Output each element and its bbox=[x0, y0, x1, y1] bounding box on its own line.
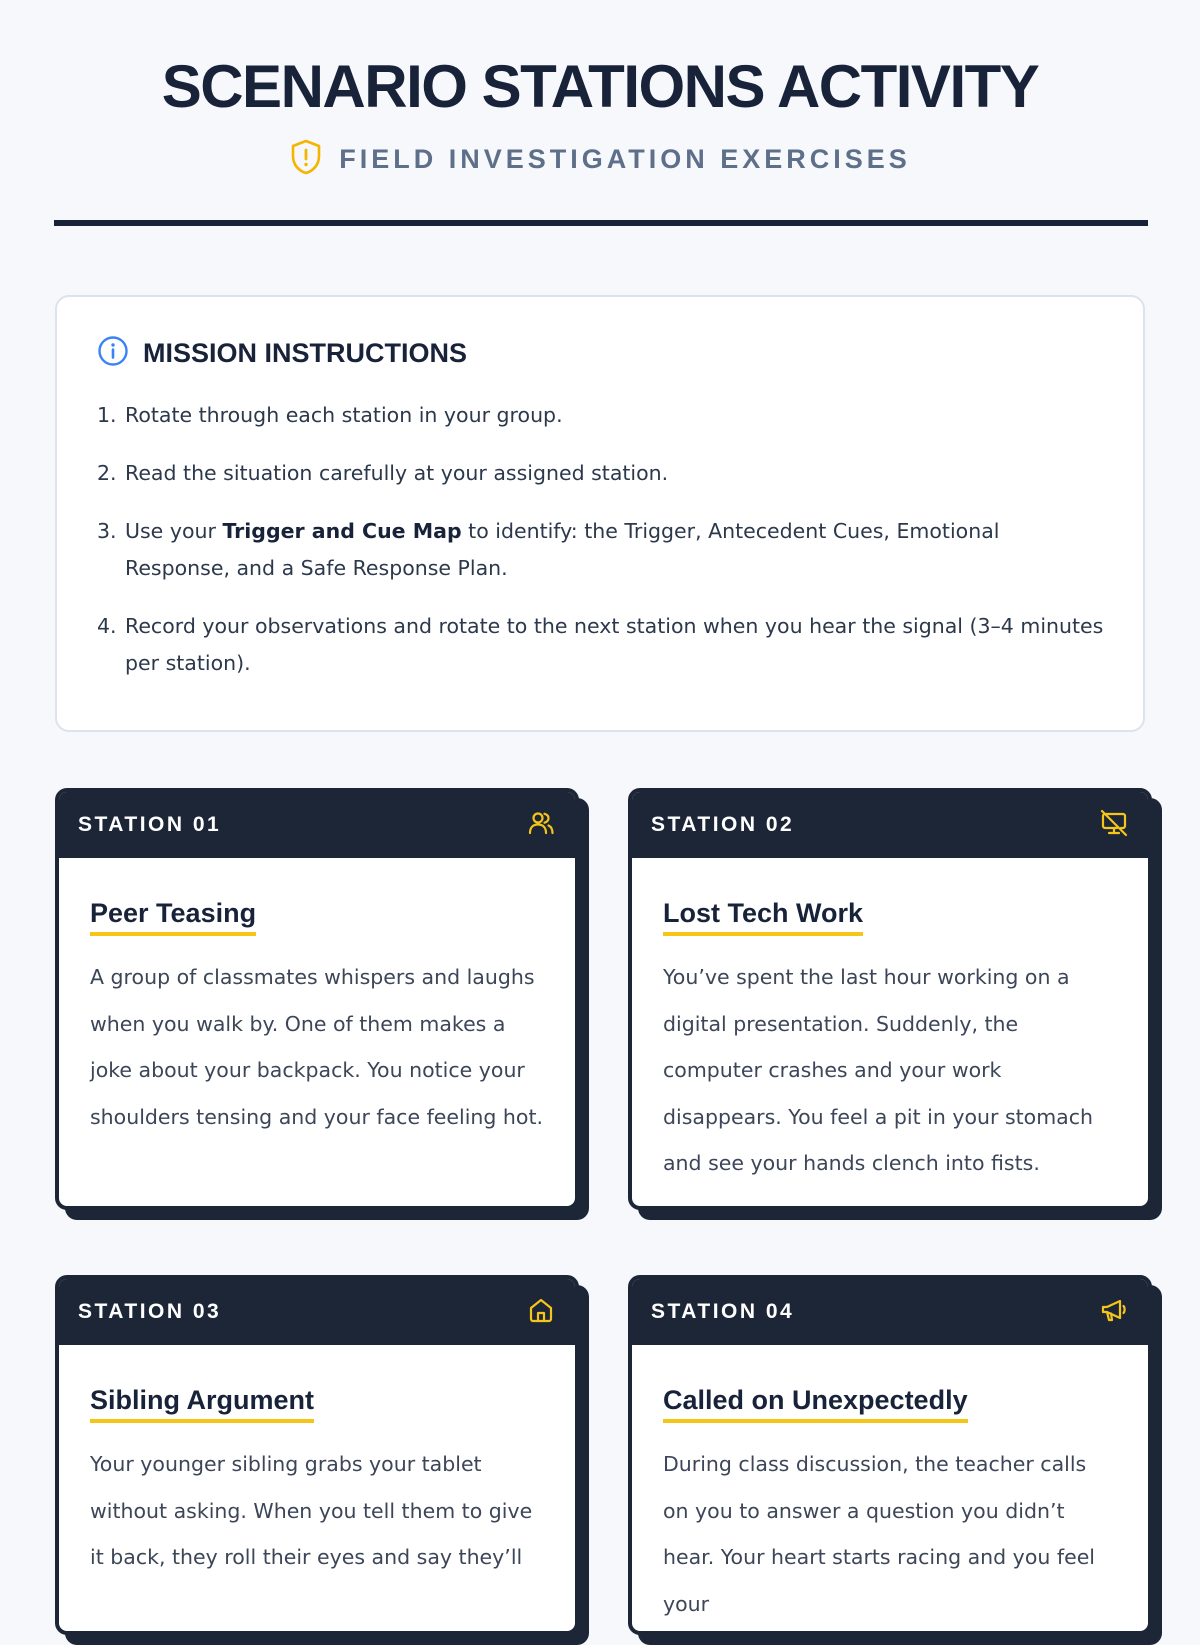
instruction-item bbox=[97, 513, 1107, 587]
instruction-number: 1. bbox=[97, 403, 117, 427]
station-label: STATION 04 bbox=[651, 1300, 795, 1323]
page-title: SCENARIO STATIONS ACTIVITY bbox=[161, 53, 1039, 120]
station-title: Called on Unexpectedly bbox=[663, 1383, 968, 1423]
shield-alert-icon bbox=[289, 138, 323, 180]
instruction-text: Rotate through each station in your group. bbox=[125, 403, 563, 427]
station-label: STATION 03 bbox=[78, 1300, 222, 1323]
header-divider bbox=[54, 220, 1148, 226]
station-card-body bbox=[628, 788, 1152, 1210]
instruction-item bbox=[97, 608, 1107, 682]
instruction-list bbox=[97, 397, 1107, 703]
instruction-number: 4. bbox=[97, 614, 117, 638]
station-content bbox=[632, 858, 1148, 1187]
station-label: STATION 01 bbox=[78, 813, 222, 836]
instruction-number: 3. bbox=[97, 519, 117, 543]
instruction-number: 2. bbox=[97, 461, 117, 485]
station-title: Sibling Argument bbox=[90, 1383, 314, 1423]
trigger-cue-map-term: Trigger and Cue Map bbox=[222, 519, 462, 543]
station-content bbox=[632, 1345, 1148, 1627]
station-description: A group of classmates whispers and laughs when you walk by. One of them makes a joke about your backpack. You notice your shoulders tensing and your face feeling hot. bbox=[90, 965, 544, 1129]
users-icon bbox=[527, 809, 555, 841]
station-description: Your younger sibling grabs your tablet without asking. When you tell them to give it back, they roll their eyes and say they’ll bbox=[90, 1452, 533, 1569]
station-description: You’ve spent the last hour working on a digital presentation. Suddenly, the computer crashes and your work disappears. You feel a pit in your stomach and see your hands clench into fists. bbox=[663, 965, 1094, 1175]
station-content bbox=[59, 858, 575, 1140]
station-card-02[interactable] bbox=[628, 788, 1152, 1210]
station-label: STATION 02 bbox=[651, 813, 795, 836]
home-icon bbox=[527, 1296, 555, 1328]
mission-title: MISSION INSTRUCTIONS bbox=[143, 337, 468, 368]
station-header-bar bbox=[59, 1279, 575, 1345]
station-header-bar bbox=[632, 1279, 1148, 1345]
station-card-body bbox=[55, 1275, 579, 1635]
instruction-text: Read the situation carefully at your assigned station. bbox=[125, 461, 669, 485]
info-icon bbox=[97, 335, 129, 371]
instruction-text: Record your observations and rotate to the next station when you hear the signal (3–4 minutes per station). bbox=[125, 614, 1104, 675]
station-description: During class discussion, the teacher calls on you to answer a question you didn’t hear. Your heart starts racing and you feel your bbox=[663, 1452, 1096, 1616]
station-card-body bbox=[628, 1275, 1152, 1635]
station-header-bar bbox=[59, 792, 575, 858]
station-content bbox=[59, 1345, 575, 1581]
mission-header bbox=[97, 335, 467, 371]
station-card-03[interactable] bbox=[55, 1275, 579, 1635]
station-card-01[interactable] bbox=[55, 788, 579, 1210]
instruction-text: Use your bbox=[125, 519, 223, 543]
instruction-text: to identify: the Trigger, Antecedent Cues, Emotional Response, and a Safe Response Plan. bbox=[125, 519, 1000, 580]
station-title: Peer Teasing bbox=[90, 896, 256, 936]
station-header-bar bbox=[632, 792, 1148, 858]
subtitle-row bbox=[0, 138, 1200, 180]
station-title: Lost Tech Work bbox=[663, 896, 863, 936]
station-card-04[interactable] bbox=[628, 1275, 1152, 1635]
station-card-body bbox=[55, 788, 579, 1210]
instruction-item bbox=[97, 397, 1107, 434]
mission-instructions-panel bbox=[55, 295, 1145, 732]
monitor-off-icon bbox=[1100, 809, 1128, 841]
page-subtitle: FIELD INVESTIGATION EXERCISES bbox=[339, 143, 911, 174]
megaphone-icon bbox=[1100, 1296, 1128, 1328]
instruction-item bbox=[97, 455, 1107, 492]
